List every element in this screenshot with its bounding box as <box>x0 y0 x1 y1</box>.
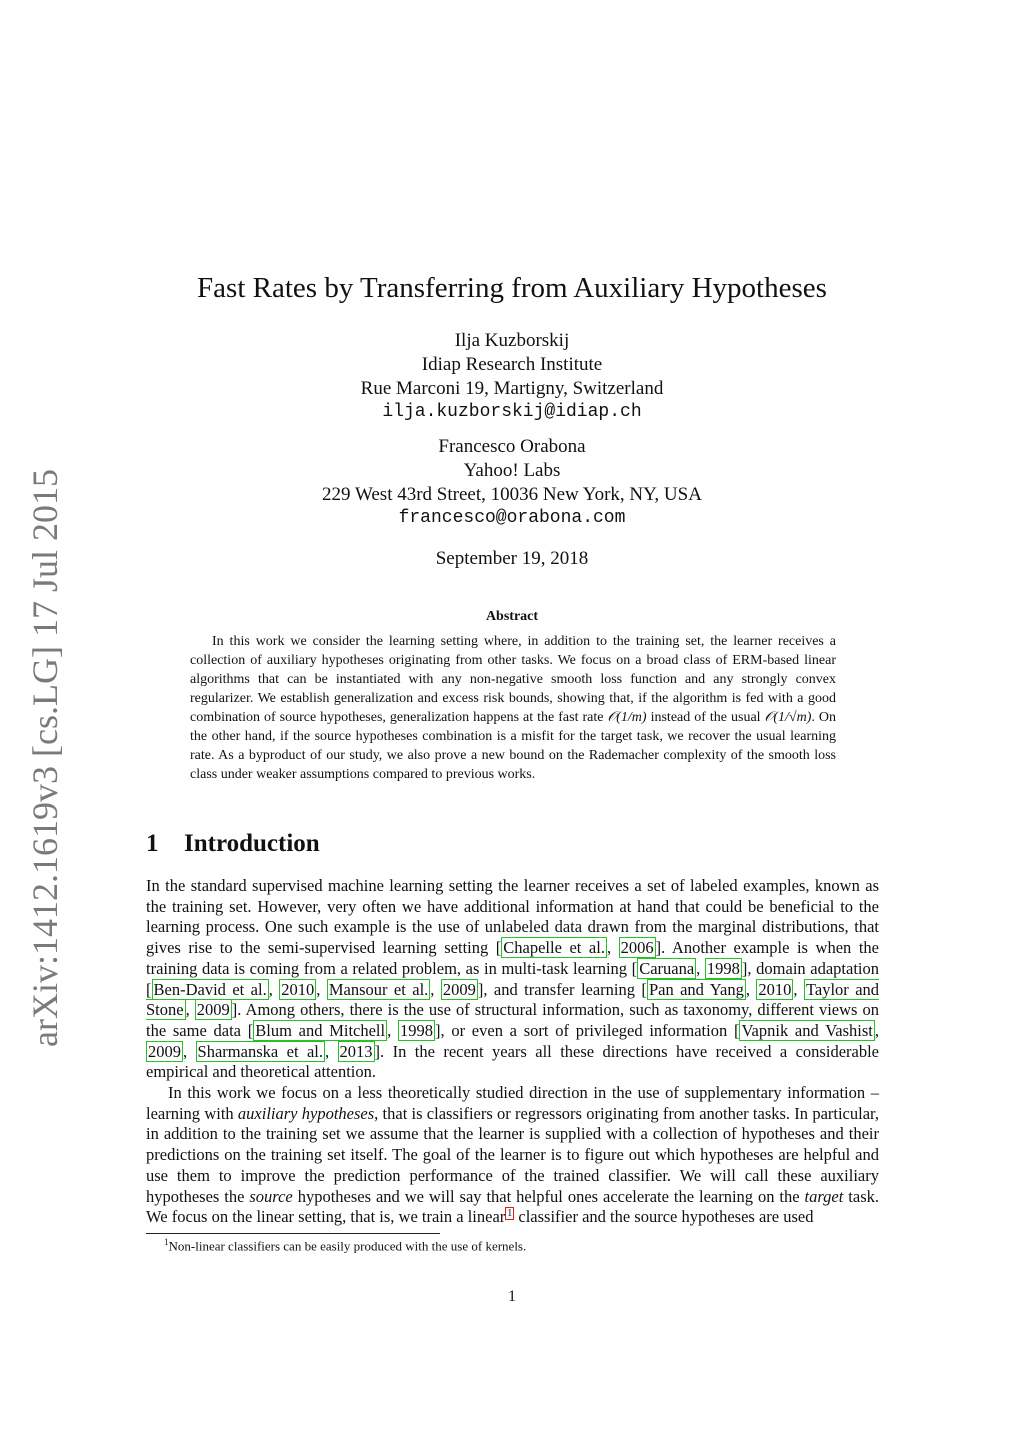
arxiv-stamp: arXiv:1412.1619v3 [cs.LG] 17 Jul 2015 <box>25 469 65 1047</box>
body-text: ]. Among others, there is the use of structural information, such as taxonomy, different views on the same data [ <box>146 1000 880 1040</box>
body-text: ]. Another example is when the training data is coming from a related problem, as in multi-task learning [ <box>146 938 879 978</box>
section-title: Introduction <box>184 830 320 857</box>
body-text: ], domain adaptation [ <box>146 958 879 999</box>
citation-link[interactable]: Pan and Yang <box>648 979 744 999</box>
citation-year-link[interactable]: 2009 <box>442 979 476 999</box>
citation-link[interactable]: Ben-David et al. <box>153 979 267 999</box>
abstract-text: . On the other hand, if the source hypotheses combination is a misfit for the target task, we recover the usual learning rate. As a byproduct of our study, we also prove a new bound on the Rademacher complexity of the smooth loss class under weaker assumptions compared to previous works. <box>190 710 836 782</box>
page-number: 1 <box>508 1288 516 1305</box>
body-text: In the standard supervised machine learning setting the learner receives a set of labeled examples, known as the training set. However, very often we have additional information at hand that could be beneficial to the learning process. One such example is the use of unlabeled data drawn from the marginal distributions, that gives rise to the semi-supervised learning setting [ <box>146 876 879 958</box>
emphasis-text: auxiliary hypotheses <box>237 1103 375 1123</box>
citation-link[interactable]: Caruana <box>639 958 695 978</box>
body-text: ], and transfer learning [ <box>477 979 647 999</box>
author-email[interactable]: francesco@orabona.com <box>398 508 626 528</box>
citation-year-link[interactable]: 2006 <box>620 938 654 958</box>
abstract-text: In this work we consider the learning setting where, in addition to the training set, the learner receives a collection of auxiliary hypotheses originating from other tasks. We focus on a broad class of ERM-based linear algorithms that can be instantiated with any non-negative smooth loss function and any strongly convex regularizer. We establish generalization and excess risk bounds, showing that, if the algorithm is fed with a good combination of source hypotheses, generalization happens at the fast rate <box>190 634 836 725</box>
body-text: hypotheses and we will say that helpful ones accelerate the learning on the <box>292 1186 805 1206</box>
citation-link[interactable]: Mansour et al. <box>328 979 429 999</box>
footnote-divider <box>146 1233 440 1234</box>
body-text: ]. In the recent years all these directions have received a considerable empirical and theoretical attention. <box>146 1041 879 1082</box>
paragraph-2 <box>146 1083 879 1228</box>
abstract-body <box>190 632 836 784</box>
usual-rate-math: 𝒪(1/√m) <box>764 710 812 725</box>
emphasis-text: target <box>804 1186 844 1206</box>
author-name: Ilja Kuzborskij <box>454 330 570 351</box>
abstract-heading: Abstract <box>485 609 539 624</box>
citation-year-link[interactable]: 2010 <box>281 979 315 999</box>
body-text: ], or even a sort of privileged information [ <box>434 1020 740 1040</box>
citation-link[interactable]: Blum and Mitchell <box>255 1020 386 1040</box>
paper-title: Fast Rates by Transferring from Auxiliary Hypotheses <box>197 272 827 304</box>
author-name: Francesco Orabona <box>438 436 586 457</box>
paragraph-1: In the standard supervised machine learning setting the learner receives a set of labeled examples, known as the training set. However, very often we have additional information at hand that could be beneficial to the learning process. One such example is the use of unlabeled data drawn from the marginal distributions, that gives rise to the semi-supervised learning setting [ Chapelle et al. , 2006 ]. Another example is when the training data is coming from a related problem, as in multi-task learning [ Caruana , 1998 ], domain adaptation [ Ben-David et al. , 2010 , Mansour et al. , 2009 ], and transfer learning [ Pan and Yang , 2010 , Taylor and Stone , 2009 ]. Among others, there is the use of structural information, such as taxonomy, different views on the same data [ Blum and Mitchell , 1998 ], or even a sort of privileged information [ Vapnik and Vashist , 2009 , Sharmanska et al. , 2013 ]. In the recent years all these directions have received a considerable empirical and theoretical attention. <box>146 876 880 1082</box>
citation-link[interactable]: Taylor and Stone <box>146 979 880 1020</box>
citation-link[interactable]: Chapelle et al. <box>503 938 605 958</box>
author-address: 229 West 43rd Street, 10036 New York, NY, USA <box>322 484 702 505</box>
introduction-body <box>146 876 879 1228</box>
footnote-text: Non-linear classifiers can be easily produced with the use of kernels. <box>168 1238 527 1254</box>
paper-date: September 19, 2018 <box>435 548 589 569</box>
abstract-text: instead of the usual <box>646 710 765 725</box>
citation-year-link[interactable]: 2010 <box>758 979 792 999</box>
body-text: , that is classifiers or regressors originating from another tasks. In particular, in addition to the training set we assume that the learner is supplied with a collection of hypotheses and their predictions on the training set itself. The goal of the learner is to figure out which hypotheses are helpful and use them to improve the prediction performance of the trained classifier. We will call these auxiliary hypotheses the <box>146 1103 879 1206</box>
author-block-1 <box>0 330 1024 426</box>
author-address: Rue Marconi 19, Martigny, Switzerland <box>360 378 664 399</box>
citation-year-link[interactable]: 2013 <box>339 1041 373 1061</box>
author-email[interactable]: ilja.kuzborskij@idiap.ch <box>382 402 642 422</box>
author-affiliation: Idiap Research Institute <box>421 354 603 375</box>
citation-year-link[interactable]: 2009 <box>148 1041 181 1061</box>
footnote-mark: 1 <box>164 1237 169 1247</box>
body-text: task. We focus on the linear setting, that is, we train a linear <box>146 1186 879 1227</box>
footnote-ref-link[interactable]: 1 <box>507 1207 513 1219</box>
section-number: 1 <box>146 830 159 857</box>
citation-year-link[interactable]: 1998 <box>706 958 740 978</box>
fast-rate-math: 𝒪(1/m) <box>607 710 647 725</box>
body-text: In this work we focus on a less theoretically studied direction in the use of supplementary information – learning with <box>146 1083 879 1123</box>
section-heading <box>146 830 320 858</box>
emphasis-text: source <box>249 1186 293 1206</box>
footnote <box>164 1237 526 1254</box>
citation-year-link[interactable]: 1998 <box>399 1020 433 1040</box>
citation-link[interactable]: Sharmanska et al. <box>197 1041 323 1061</box>
citation-year-link[interactable]: 2009 <box>196 1000 230 1020</box>
author-affiliation: Yahoo! Labs <box>463 460 561 481</box>
body-text: classifier and the source hypotheses are used <box>514 1207 814 1227</box>
citation-link[interactable]: Vapnik and Vashist <box>741 1020 873 1040</box>
author-block-2 <box>0 436 1024 532</box>
